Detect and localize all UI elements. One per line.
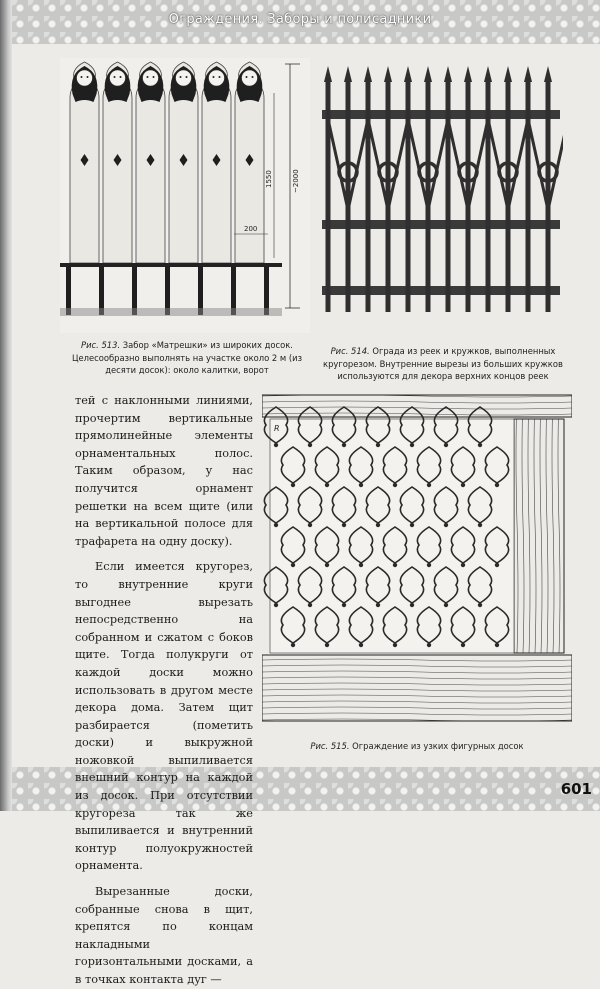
matryoshka-eye [147,76,149,78]
matryoshka-eye [114,76,116,78]
paragraph-3: Вырезанные доски, собранные снова в щит, крепятся по концам накладными горизонтальными досками, а в точках контакта дуг — [75,885,253,986]
lattice-rosette [376,443,380,447]
paragraph-2: Если имеется кругорез, то внутренние круги выгоднее вырезать непосредственно на собранном и сжатом с боков щите. Тогда полукруги от каждой доски можно использовать в другом месте декора дома. Затем щит разбирается (пометить доски) и выкружной ножовкой выпиливается внешний контур на каждой из досок. При отсутствии кругореза так же выпиливается и внутренний контур полуокружностей орнамента. [75,560,253,873]
picket [486,80,491,312]
lattice-rosette [291,483,295,487]
matryoshka-eye [120,76,122,78]
matryoshka-eye [186,76,188,78]
picket [526,80,531,312]
matryoshka-eye [219,76,221,78]
lattice-rosette [308,443,312,447]
matryoshka-face [176,70,192,86]
matryoshka-face [209,70,225,86]
fence-post [231,267,236,315]
body-text [75,392,253,989]
book-spine-shadow [0,0,12,811]
lattice-rosette [342,523,346,527]
fig-515-shaped-boards [262,393,572,733]
lattice-rosette [274,603,278,607]
fig-513-caption [62,339,312,377]
lattice-rosette [461,563,465,567]
fig-513-matryoshka-fence [60,58,310,333]
fence-post [198,267,203,315]
paragraph-1: тей с наклонными линиями, прочертим вертикальные прямолинейные элементы орнаментальных полос. Таким образом, у нас получится орнамент решетки на всем щите (или на вертикальной полосе для трафарета на одну доску). [75,394,253,548]
picket [406,80,411,312]
fence-post [264,267,269,315]
lattice-rosette [376,523,380,527]
lattice-rosette [444,443,448,447]
fig-515-caption-label: Рис. 515. [310,741,350,751]
fig-515-caption-text: Ограждение из узких фигурных досок [352,741,524,751]
fence-post [99,267,104,315]
lattice-rosette [427,483,431,487]
matryoshka-face [77,70,93,86]
fig-514-caption-label: Рис. 514. [330,346,370,356]
lattice-rosette [410,523,414,527]
lattice-rosette [342,603,346,607]
matryoshka-eye [153,76,155,78]
lattice-rosette [495,643,499,647]
lattice-rosette [478,523,482,527]
lattice-rosette [410,603,414,607]
lattice-rosette [444,603,448,607]
lattice-rosette [427,643,431,647]
lattice-rosette [444,523,448,527]
lattice-rosette [461,643,465,647]
lattice-rosette [325,643,329,647]
lattice-rosette [376,603,380,607]
fig-513-caption-text: Забор «Матрешки» из широких досок. Целесообразно выполнять на участке около 2 м (из десяти досок): около калитки, ворот [71,340,303,375]
fence-post [66,267,71,315]
lattice-rosette [478,443,482,447]
fig-513-caption-label: Рис. 513. [81,340,121,350]
matryoshka-eye [246,76,248,78]
page-number: 601 [560,780,592,798]
lattice-rosette [410,443,414,447]
lattice-rosette [393,563,397,567]
running-header: Ограждения. Заборы и полисадники [168,12,432,27]
matryoshka-eye [213,76,215,78]
lattice-rosette [427,563,431,567]
lattice-rosette [274,523,278,527]
matryoshka-face [143,70,159,86]
lattice-rosette [478,603,482,607]
lattice-rosette [291,563,295,567]
matryoshka-face [242,70,258,86]
lattice-rosette [359,483,363,487]
fig-515-caption [262,740,572,753]
fence-post [132,267,137,315]
matryoshka-eye [180,76,182,78]
matryoshka-eye [81,76,83,78]
picket [446,80,451,312]
lattice-rosette [325,563,329,567]
fence-post [165,267,170,315]
picket [366,80,371,312]
dim-200: 200 [244,225,258,233]
matryoshka-face [110,70,126,86]
lattice-rosette [291,643,295,647]
lattice-rosette [461,483,465,487]
lattice-rosette [359,643,363,647]
lattice-rosette [308,523,312,527]
fig-514-caption-text: Ограда из реек и кружков, выполненных кругорезом. Внутренние вырезы из больших кружков используются для декора верхних концов реек [323,346,563,381]
lattice-rosette [393,643,397,647]
picket [326,80,331,312]
dim-2000: ~2000 [292,169,300,193]
lattice-rosette [274,443,278,447]
dim-r: R [274,424,280,433]
dim-1550: 1550 [265,170,273,188]
lattice-rosette [495,563,499,567]
lattice-rosette [495,483,499,487]
lattice-rosette [393,483,397,487]
lattice-rosette [342,443,346,447]
lattice-rosette [359,563,363,567]
fig-514-caption [318,345,568,383]
fig-514-lattice-fence [318,60,563,332]
lattice-rosette [308,603,312,607]
lattice-rosette [325,483,329,487]
matryoshka-eye [252,76,254,78]
matryoshka-eye [87,76,89,78]
